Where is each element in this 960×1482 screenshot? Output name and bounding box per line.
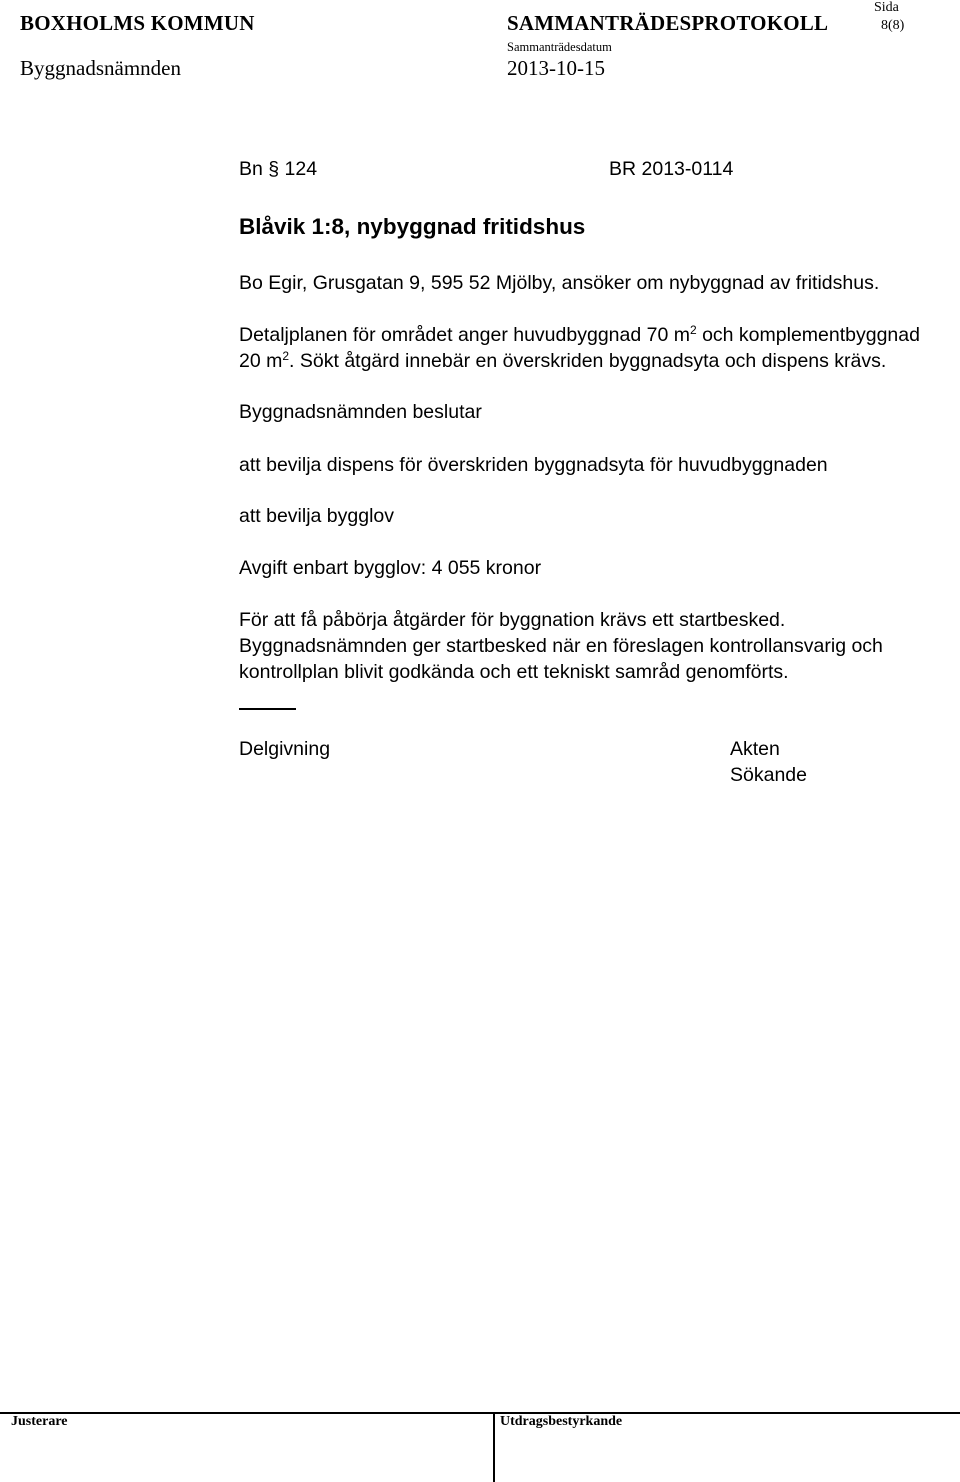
meeting-date: 2013-10-15: [507, 56, 605, 80]
delivery-label: Delgivning: [239, 738, 331, 760]
superscript: 2: [689, 323, 697, 337]
document-type: SAMMANTRÄDESPROTOKOLL: [507, 11, 829, 35]
recipient-item: Sökande: [730, 764, 807, 786]
decision-item-2: att bevilja bygglov: [239, 505, 395, 527]
applicant-text: Bo Egir, Grusgatan 9, 595 52 Mjölby, ansöker om nybyggnad av fritidshus.: [239, 272, 880, 294]
signer-label: Justerare: [11, 1414, 68, 1429]
organization-name: BOXHOLMS KOMMUN: [20, 11, 255, 35]
detail-line2-text-b: . Sökt åtgärd innebär en överskriden byggnadsyta och dispens krävs.: [289, 350, 887, 372]
detail-plan-line-1: [239, 324, 920, 347]
superscript: 2: [282, 349, 290, 363]
detail-plan-line-2: [239, 350, 886, 373]
detail-line2-text: 20 m: [239, 350, 283, 372]
recipient-item: Akten: [730, 738, 780, 760]
paragraph-number-value: 124: [284, 158, 318, 180]
detail-line1-text: Detaljplanen för området anger huvudbyggnad 70 m: [239, 324, 690, 346]
case-number: BR 2013-0114: [609, 158, 734, 180]
paragraph-number: [239, 158, 317, 181]
paragraph-symbol: §: [268, 158, 285, 180]
info-line-2: Byggnadsnämnden ger startbesked när en föreslagen kontrollansvarig och: [239, 635, 883, 657]
info-line-3: kontrollplan blivit godkända och ett tekniskt samråd genomförts.: [239, 661, 789, 683]
paragraph-prefix: Bn: [239, 158, 269, 180]
info-line-1: För att få påbörja åtgärder för byggnation krävs ett startbesked.: [239, 609, 786, 631]
detail-line1-text-b: och komplementbyggnad: [696, 324, 920, 346]
extract-certification-label: Utdragsbestyrkande: [500, 1414, 623, 1429]
separator-line: [239, 708, 296, 710]
paragraph-id: [239, 158, 317, 180]
decision-heading: Byggnadsnämnden beslutar: [239, 401, 482, 423]
page-number: 8(8): [881, 18, 905, 33]
meeting-date-label: Sammanträdesdatum: [507, 40, 612, 54]
fee-text: Avgift enbart bygglov: 4 055 kronor: [239, 557, 542, 579]
decision-item-1: att bevilja dispens för överskriden byggnadsyta för huvudbyggnaden: [239, 454, 828, 476]
department-name: Byggnadsnämnden: [20, 56, 181, 80]
case-title: Blåvik 1:8, nybyggnad fritidshus: [239, 214, 586, 239]
footer-divider: [493, 1412, 495, 1482]
footer-top-rule: [0, 1412, 960, 1414]
page-label: Sida: [874, 0, 899, 15]
